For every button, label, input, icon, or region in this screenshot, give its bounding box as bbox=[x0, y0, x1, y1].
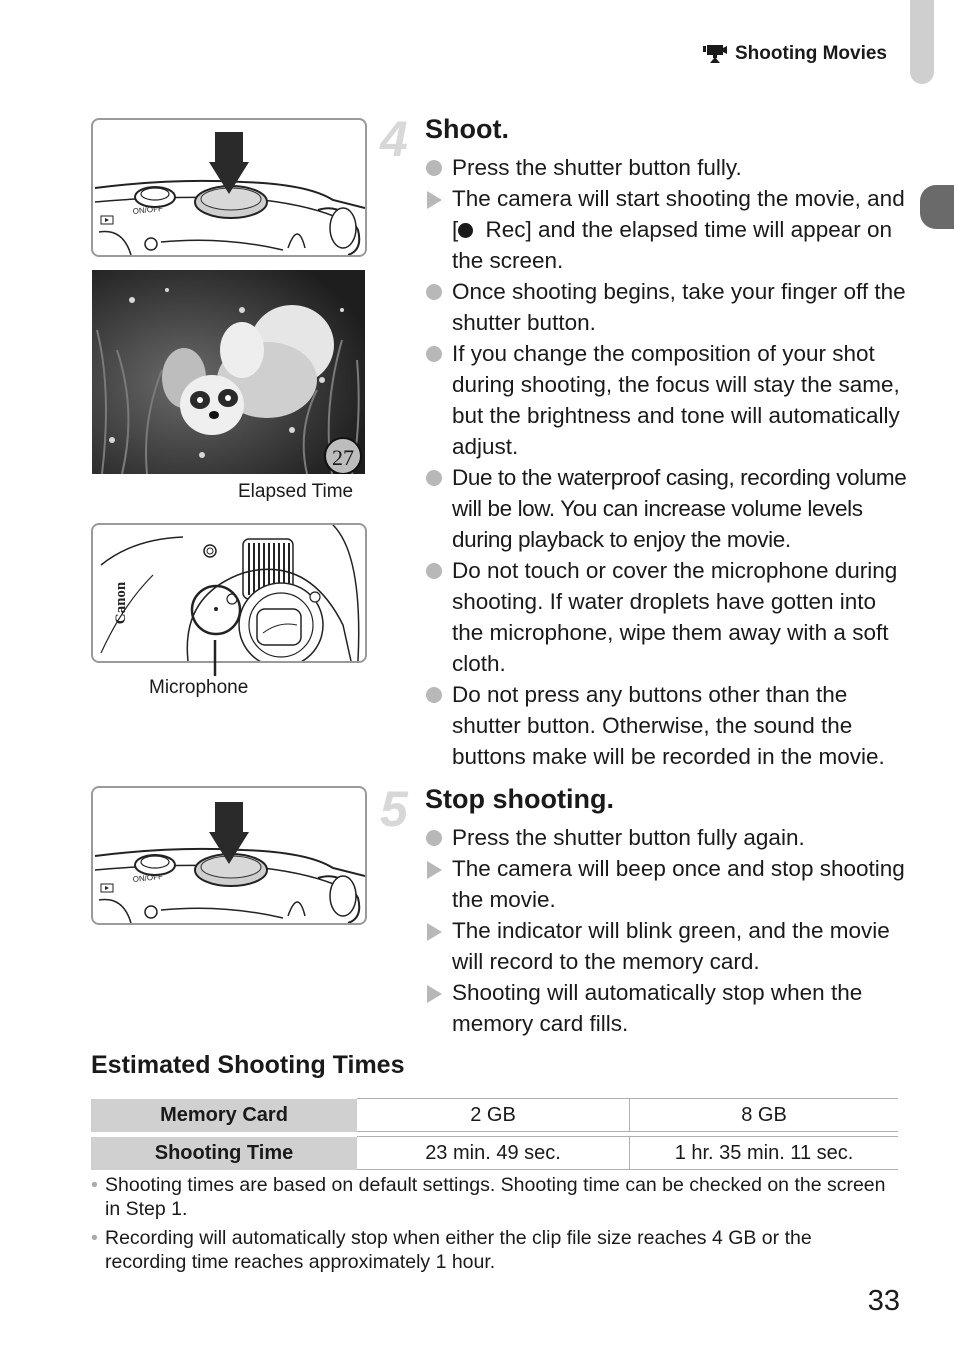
elapsed-counter: 27 bbox=[332, 445, 354, 470]
record-dot-icon bbox=[458, 223, 473, 238]
microphone-caption: Microphone bbox=[149, 677, 249, 698]
list-item: Press the shutter button fully. bbox=[425, 152, 910, 183]
table-row bbox=[91, 1099, 898, 1132]
brand-logo: Canon bbox=[113, 581, 129, 625]
bullet-icon bbox=[426, 284, 442, 300]
bullet-icon bbox=[426, 830, 442, 846]
table-header-cell: Memory Card bbox=[91, 1099, 357, 1132]
arrow-bullet-icon bbox=[427, 985, 442, 1003]
step-5-list bbox=[425, 822, 910, 1039]
page-header bbox=[703, 43, 887, 65]
list-item: Shooting will automatically stop when the memory card fills. bbox=[425, 977, 910, 1039]
list-item: Do not touch or cover the microphone during shooting. If water droplets have gotten into the microphone, wipe them away with a soft cloth. bbox=[425, 555, 910, 679]
on-off-label: ON/OFF bbox=[132, 203, 164, 216]
list-item: The camera will start shooting the movie, and [ Rec] and the elapsed time will appear on the screen. bbox=[425, 183, 910, 276]
table-row bbox=[91, 1137, 898, 1170]
bullet-icon bbox=[426, 563, 442, 579]
arrow-bullet-icon bbox=[427, 191, 442, 209]
arrow-bullet-icon bbox=[427, 861, 442, 879]
camera-front-illustration bbox=[91, 523, 367, 663]
list-item: If you change the composition of your shot during shooting, the focus will stay the same, but the brightness and tone will automatically adjust. bbox=[425, 338, 910, 462]
list-item: Due to the waterproof casing, recording volume will be low. You can increase volume levels during playback to enjoy the movie. bbox=[425, 462, 910, 555]
note-item: • Shooting times are based on default settings. Shooting time can be checked on the screen in Step 1. bbox=[91, 1173, 891, 1221]
step-4-title: Shoot. bbox=[425, 114, 509, 144]
step-4-number: 4 bbox=[380, 111, 408, 167]
list-item: Once shooting begins, take your finger off the shutter button. bbox=[425, 276, 910, 338]
step-5-title: Stop shooting. bbox=[425, 784, 614, 814]
movie-screen-photo bbox=[92, 270, 365, 474]
bullet-icon bbox=[426, 470, 442, 486]
table-cell: 8 GB bbox=[630, 1099, 899, 1132]
table-cell: 23 min. 49 sec. bbox=[357, 1137, 630, 1170]
list-item: The camera will beep once and stop shooting the movie. bbox=[425, 853, 910, 915]
bullet-icon bbox=[426, 687, 442, 703]
step-4-list bbox=[425, 152, 910, 772]
notes-list bbox=[91, 1173, 891, 1279]
note-item: • Recording will automatically stop when either the clip file size reaches 4 GB or the recording time reaches approximately 1 hour. bbox=[91, 1226, 891, 1274]
list-item: The indicator will blink green, and the movie will record to the memory card. bbox=[425, 915, 910, 977]
elapsed-time-caption: Elapsed Time bbox=[238, 481, 354, 502]
shooting-times-table bbox=[91, 1098, 898, 1170]
shooting-times-title: Estimated Shooting Times bbox=[91, 1051, 405, 1079]
section-title: Shooting Movies bbox=[735, 43, 887, 64]
step-5-number: 5 bbox=[380, 781, 408, 837]
chapter-tab-top bbox=[910, 0, 934, 84]
table-cell: 2 GB bbox=[357, 1099, 630, 1132]
table-cell: 1 hr. 35 min. 11 sec. bbox=[630, 1137, 899, 1170]
bullet-icon bbox=[426, 160, 442, 176]
page-number: 33 bbox=[867, 1285, 900, 1317]
arrow-bullet-icon bbox=[427, 923, 442, 941]
microphone-pointer-line bbox=[210, 640, 220, 676]
camera-top-illustration-2 bbox=[91, 786, 367, 925]
bullet-icon bbox=[426, 346, 442, 362]
list-item: Do not press any buttons other than the shutter button. Otherwise, the sound the buttons make will be recorded in the movie. bbox=[425, 679, 910, 772]
movie-camera-icon bbox=[703, 45, 727, 63]
camera-top-illustration bbox=[91, 118, 367, 257]
on-off-label: ON/OFF bbox=[132, 871, 164, 884]
chapter-tab-side bbox=[920, 185, 954, 229]
list-item: Press the shutter button fully again. bbox=[425, 822, 910, 853]
table-header-cell: Shooting Time bbox=[91, 1137, 357, 1170]
